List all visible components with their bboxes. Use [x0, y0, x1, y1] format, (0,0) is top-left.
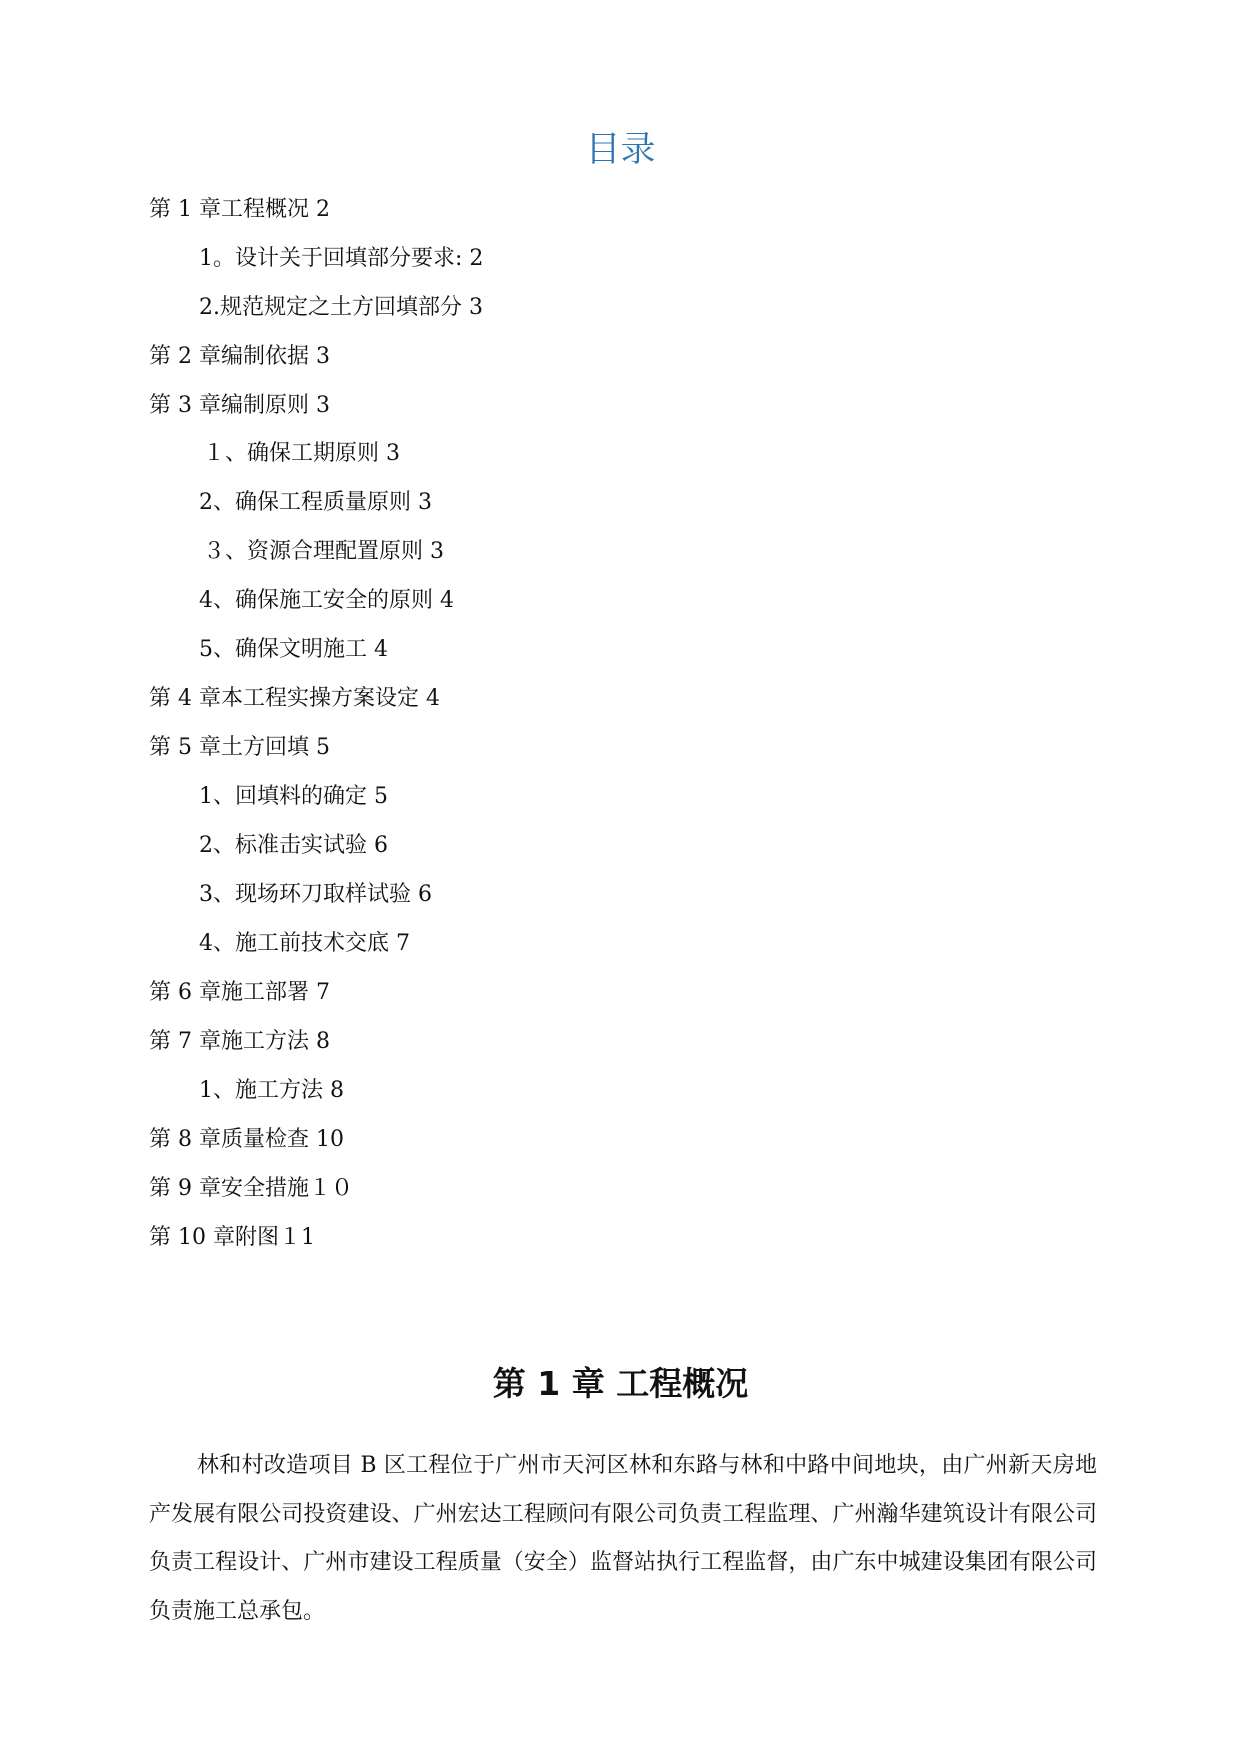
- chapter-1-heading: 第 1 章 工程概况: [492, 1364, 749, 1403]
- toc-entry-5-2[interactable]: 2、标准击实试验 6: [199, 833, 388, 858]
- toc-entry-chapter-2[interactable]: 第 2 章编制依据 3: [149, 344, 330, 369]
- toc-entry-chapter-10[interactable]: 第 10 章附图１1: [149, 1225, 315, 1250]
- toc-entry-chapter-9[interactable]: 第 9 章安全措施１０: [149, 1176, 353, 1201]
- toc-entry-7-1[interactable]: 1、施工方法 8: [199, 1078, 344, 1103]
- toc-entry-chapter-5[interactable]: 第 5 章土方回填 5: [149, 735, 330, 760]
- toc-entry-chapter-7[interactable]: 第 7 章施工方法 8: [149, 1029, 330, 1054]
- toc-entry-3-5[interactable]: 5、确保文明施工 4: [199, 637, 388, 662]
- toc-title: 目录: [585, 130, 656, 170]
- toc-entry-5-3[interactable]: 3、现场环刀取样试验 6: [199, 882, 432, 907]
- toc-entry-chapter-8[interactable]: 第 8 章质量检查 10: [149, 1127, 344, 1152]
- toc-entry-chapter-6[interactable]: 第 6 章施工部署 7: [149, 980, 330, 1005]
- toc-entry-chapter-3[interactable]: 第 3 章编制原则 3: [149, 393, 330, 418]
- toc-entry-chapter-4[interactable]: 第 4 章本工程实操方案设定 4: [149, 686, 440, 711]
- toc-entry-chapter-1[interactable]: 第 1 章工程概况 2: [149, 197, 330, 222]
- toc-entry-1-2[interactable]: 2.规范规定之土方回填部分 3: [199, 295, 483, 320]
- toc-entry-3-3[interactable]: ３、资源合理配置原则 3: [203, 539, 444, 564]
- toc-entry-5-1[interactable]: 1、回填料的确定 5: [199, 784, 388, 809]
- chapter-1-paragraph: 林和村改造项目 B 区工程位于广州市天河区林和东路与林和中路中间地块，由广州新天房地产发展有限公司投资建设、广州宏达工程顾问有限公司负责工程监理、广州瀚华建筑设计有限公司负责工程设计、广州市建设工程质量（安全）监督站执行工程监督，由广东中城建设集团有限公司负责施工总承包。: [149, 1453, 1097, 1624]
- toc-entry-1-1[interactable]: 1。设计关于回填部分要求: 2: [199, 246, 484, 271]
- toc-entry-3-1[interactable]: １、确保工期原则 3: [203, 441, 400, 466]
- toc-entry-3-2[interactable]: 2、确保工程质量原则 3: [199, 490, 432, 515]
- toc-entry-5-4[interactable]: 4、施工前技术交底 7: [199, 931, 410, 956]
- toc-entry-3-4[interactable]: 4、确保施工安全的原则 4: [199, 588, 454, 613]
